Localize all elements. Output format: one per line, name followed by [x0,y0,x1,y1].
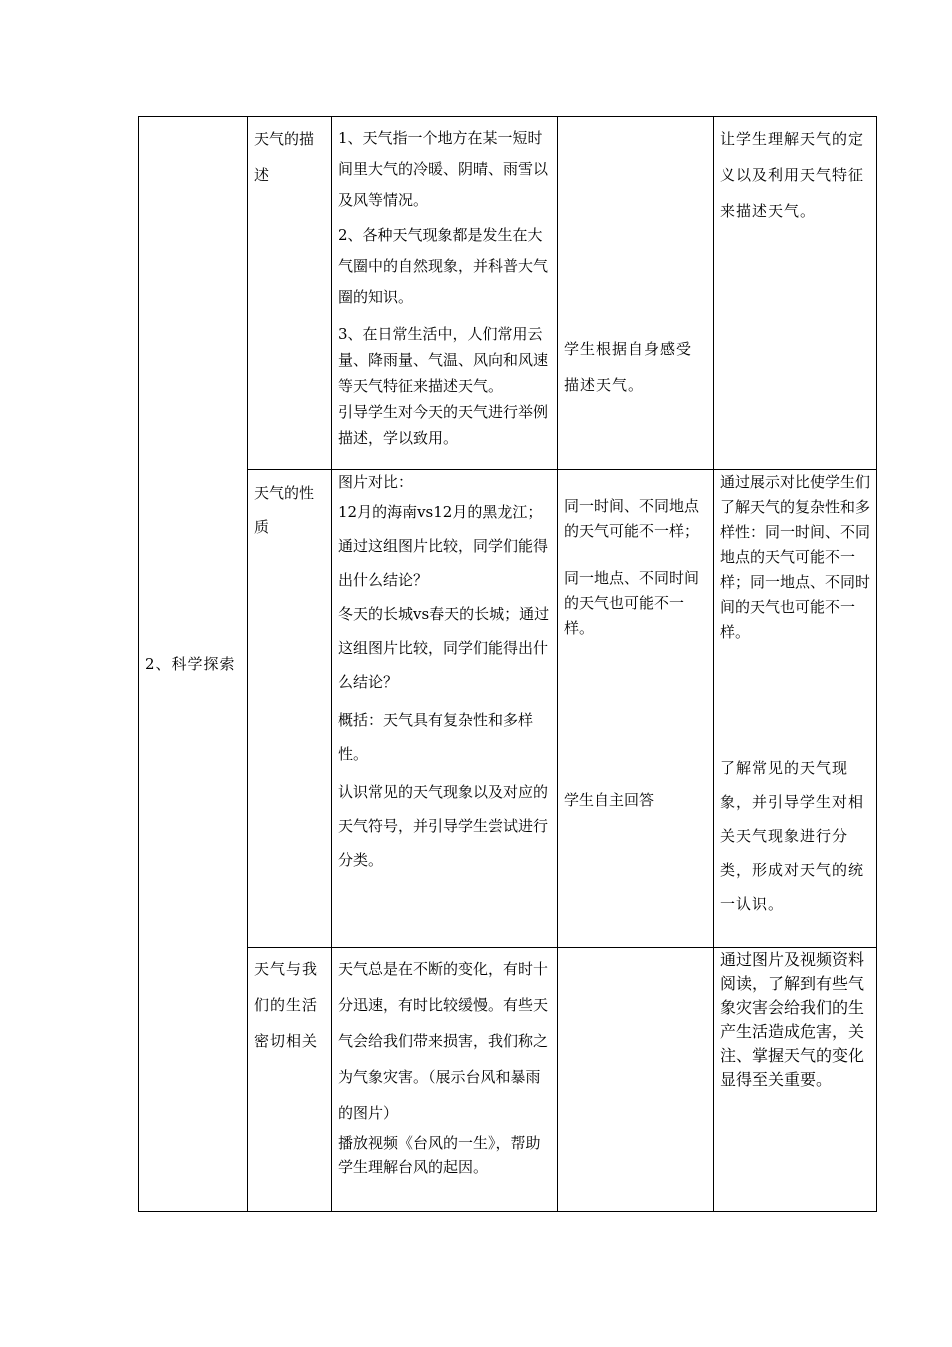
teacher-activity-cell [332,117,558,470]
teacher-paragraph: 1、天气指一个地方在某一短时间里大气的冷暖、阴晴、雨雪以及风等情况。 [338,129,549,209]
purpose-cell [714,470,877,948]
teacher-paragraph: 引导学生对今天的天气进行举例描述，学以致用。 [338,403,549,447]
table-row [139,948,877,1212]
topic-label: 天气的性质 [254,484,315,536]
purpose-cell [714,948,877,1212]
purpose-paragraph: 让学生理解天气的定义以及利用天气特征来描述天气。 [720,130,865,220]
section-cell [139,117,248,1212]
teacher-paragraph: 图片对比： [338,473,414,491]
purpose-paragraph: 通过展示对比使学生们了解天气的复杂性和多样性：同一时间、不同地点的天气可能不一样；同一地点、不同时间的天气也可能不一样。 [720,473,871,641]
teacher-paragraph: 冬天的长城vs春天的长城；通过这组图片比较，同学们能得出什么结论？ [338,605,550,691]
topic-label: 天气的描述 [254,130,315,184]
topic-cell [248,470,332,948]
teacher-paragraph: 3、在日常生活中，人们常用云量、降雨量、气温、风向和风速等天气特征来描述天气。 [338,325,549,395]
student-paragraph: 学生自主回答 [564,791,655,809]
topic-label: 天气与我们的生活密切相关 [254,960,319,1050]
student-activity-cell [558,470,714,948]
table-row [139,470,877,948]
teacher-paragraph: 12月的海南vs12月的黑龙江；通过这组图片比较，同学们能得出什么结论？ [338,503,549,589]
teacher-paragraph: 认识常见的天气现象以及对应的天气符号，并引导学生尝试进行分类。 [338,783,549,869]
student-paragraph: 同一地点、不同时间的天气也可能不一样。 [564,569,700,637]
teacher-paragraph: 2、各种天气现象都是发生在大气圈中的自然现象，并科普大气圈的知识。 [338,226,549,306]
teacher-activity-cell [332,948,558,1212]
teacher-paragraph: 播放视频《台风的一生》，帮助学生理解台风的起因。 [338,1134,541,1176]
topic-cell [248,948,332,1212]
student-paragraph: 同一时间、不同地点的天气可能不一样； [564,497,700,540]
table-row [139,117,877,470]
student-paragraph: 学生根据自身感受描述天气。 [564,340,693,394]
teacher-paragraph: 概括：天气具有复杂性和多样性。 [338,711,534,763]
student-activity-cell [558,117,714,470]
topic-cell [248,117,332,470]
section-label: 2、科学探索 [145,655,236,673]
student-activity-cell [558,948,714,1212]
purpose-paragraph: 通过图片及视频资料阅读，了解到有些气象灾害会给我们的生产生活造成危害，关注、掌握天气的变化显得至关重要。 [720,950,865,1089]
purpose-cell [714,117,877,470]
teacher-activity-cell [332,470,558,948]
purpose-paragraph: 了解常见的天气现象，并引导学生对相关天气现象进行分类，形成对天气的统一认识。 [720,759,865,913]
lesson-plan-table [138,116,877,1212]
teacher-paragraph: 天气总是在不断的变化，有时十分迅速，有时比较缓慢。有些天气会给我们带来损害，我们称之为气象灾害。（展示台风和暴雨的图片） [338,960,549,1122]
